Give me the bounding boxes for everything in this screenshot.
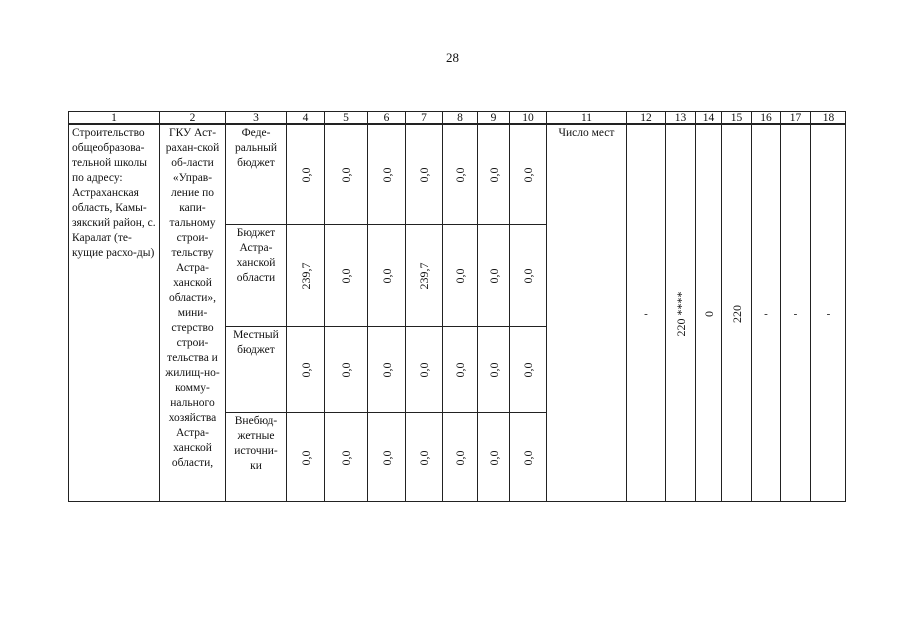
indicator-value-text: - [764,307,768,320]
value-text: 0,0 [521,450,535,465]
column-header: 5 [324,111,367,124]
column-header: 17 [780,111,810,124]
value-text: 0,0 [521,362,535,377]
indicator-value-text: 220 **** [673,291,688,336]
funding-source-cell: Внебюд-жетные источни-ки [225,412,286,502]
indicator-value-cell [780,124,810,502]
value-text: 0,0 [379,167,394,182]
value-text: 239,7 [298,262,313,289]
value-text: 0,0 [298,362,313,377]
value-text: 0,0 [486,268,501,283]
value-cell [477,124,509,224]
value-cell [324,326,367,412]
column-header: 9 [477,111,509,124]
indicator-value-cell [751,124,780,502]
value-text: 0,0 [417,450,431,465]
value-cell [509,124,546,224]
value-cell [367,124,405,224]
value-text: 0,0 [379,268,394,283]
value-text: 0,0 [453,268,467,283]
column-header: 1 [68,111,159,124]
value-text: 0,0 [379,362,394,377]
value-cell [477,412,509,502]
value-cell [324,224,367,326]
value-cell [509,224,546,326]
indicator-value-cell [721,124,751,502]
indicator-value-cell [695,124,721,502]
value-text: 0,0 [417,362,431,377]
indicator-value-text: 0 [701,310,716,317]
value-cell [442,326,477,412]
funding-source-cell: Феде-ральный бюджет [225,124,286,224]
value-cell [405,224,442,326]
value-cell [405,124,442,224]
column-header: 13 [665,111,695,124]
indicator-value-cell [626,124,665,502]
value-cell [324,412,367,502]
indicator-value-text: - [644,307,648,320]
indicator-value-cell [810,124,846,502]
value-cell [442,224,477,326]
value-cell [442,412,477,502]
value-text: 0,0 [453,450,467,465]
column-header: 8 [442,111,477,124]
column-header: 2 [159,111,225,124]
value-text: 0,0 [339,167,353,182]
page-number: 28 [446,50,459,65]
column-header: 10 [509,111,546,124]
column-header: 3 [225,111,286,124]
value-cell [509,326,546,412]
column-header: 6 [367,111,405,124]
value-cell [286,412,324,502]
value-text: 0,0 [339,450,353,465]
value-cell [286,224,324,326]
value-text: 0,0 [453,167,467,182]
column-header: 12 [626,111,665,124]
value-text: 0,0 [417,167,431,182]
value-text: 0,0 [379,450,394,465]
value-text: 0,0 [521,268,535,283]
column-header: 4 [286,111,324,124]
funding-source-cell: Бюджет Астра-ханской области [225,224,286,326]
value-cell [405,412,442,502]
value-text: 0,0 [339,268,353,283]
column-header: 15 [721,111,751,124]
value-text: 0,0 [486,450,501,465]
indicator-name-cell: Число мест [546,124,626,502]
value-cell [367,412,405,502]
project-name-cell: Строительство общеобразова-тельной школы по адресу: Астраханская область, Камы-зякский район, с. Каралат (те-кущие расхо-ды) [68,124,159,502]
column-header: 7 [405,111,442,124]
value-cell [509,412,546,502]
indicator-value-text: 220 [729,304,744,323]
value-text: 239,7 [417,262,431,289]
value-cell [442,124,477,224]
value-cell [286,326,324,412]
indicator-value-text: - [793,307,798,320]
indicator-value-cell [665,124,695,502]
column-header: 18 [810,111,846,124]
value-text: 0,0 [486,362,501,377]
value-cell [324,124,367,224]
value-cell [367,326,405,412]
column-header: 11 [546,111,626,124]
value-text: 0,0 [339,362,353,377]
value-text: 0,0 [486,167,501,182]
funding-source-cell: Местный бюджет [225,326,286,412]
value-text: 0,0 [521,167,535,182]
value-text: 0,0 [298,167,313,182]
value-cell [477,326,509,412]
program-table [68,111,846,502]
column-header: 16 [751,111,780,124]
executor-cell: ГКУ Аст-рахан-ской об-ласти «Управ-ление по капи-тальному строи-тельству Астра-ханской области», мини-стерство строи-тельства и жилищ-но-комму-нального хозяйства Астра-ханской области, [159,124,225,502]
value-text: 0,0 [298,450,313,465]
value-cell [405,326,442,412]
value-cell [286,124,324,224]
value-text: 0,0 [453,362,467,377]
indicator-value-text: - [826,307,831,320]
column-header: 14 [695,111,721,124]
value-cell [367,224,405,326]
value-cell [477,224,509,326]
